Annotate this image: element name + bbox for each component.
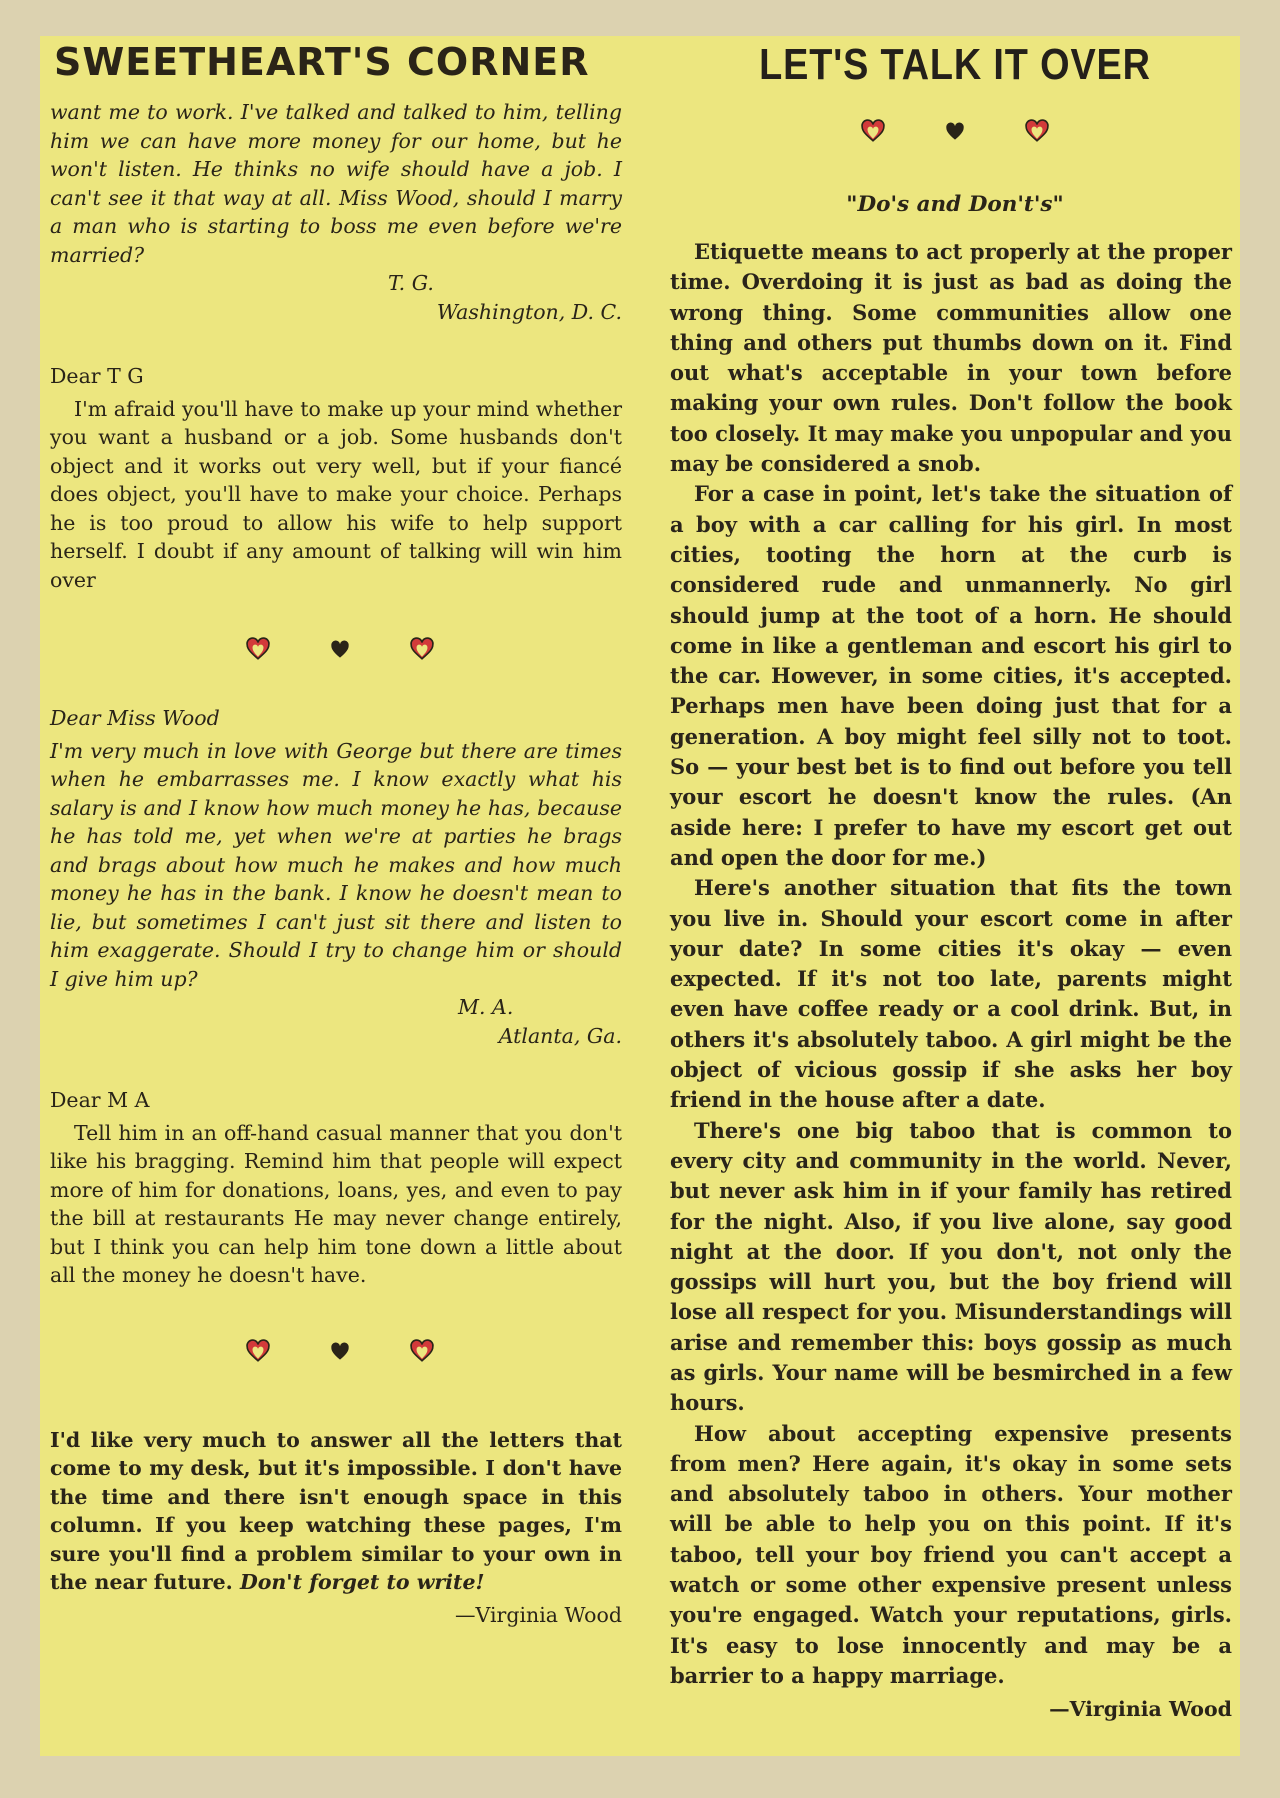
article-paragraph: For a case in point, let's take the situation of a boy with a car calling for his girl. In most cities, tooting the horn at the curb is considered rude and unmannerly. No girl should jump at the toot of a horn. He should come in like a gentleman and escort his girl to the car. However, in some cities, it's accepted. Perhaps men have been doing just that for a generation. A boy might feel silly not to toot. So — your best bet is to find out before you tell your escort he doesn't know the rules. (An aside here: I prefer to have my escort get out and open the door for me.) — [670, 481, 1232, 870]
letter-text: want me to work. I've talked and talked to him, telling him we can have more money for our home, but he won't listen. He thinks no wife should have a job. I can't see it that way at all. Miss Wood, should I marry a man who is starting to boss me even before we're married? — [50, 100, 622, 267]
heart-divider — [670, 114, 1240, 148]
signature-city: Atlanta, Ga. — [498, 1023, 622, 1048]
closing-note — [50, 1426, 630, 1597]
article-subheading: "Do's and Don't's" — [846, 192, 1064, 217]
author-byline: —Virginia Wood — [1049, 1697, 1232, 1722]
heart-outline-icon — [409, 636, 435, 662]
heart-outline-icon — [860, 118, 886, 144]
article-paragraph: How about accepting expensive presents from men? Here again, it's okay in some sets and absolutely taboo in others. Your mother will be able to help you on this point. If it's taboo, tell your boy friend you can't accept a watch or some other expensive present unless you're engaged. Watch your reputations, girls. It's easy to lose innocently and may be a barrier to a happy marriage. — [670, 1420, 1232, 1688]
heart-outline-icon — [1024, 118, 1050, 144]
heart-solid-icon — [327, 636, 353, 662]
column-heading: LET'S TALK IT OVER — [759, 40, 1151, 89]
signature-city: Washington, D. C. — [436, 299, 622, 324]
article-paragraph: Here's another situation that fits the town you live in. Should your escort come in after your date? In some cities it's okay — even expected. If it's not too late, parents might even have coffee ready or a cool drink. But, in others it's absolutely taboo. A girl might be the object of vicious gossip if she asks her boy friend in the house after a date. — [670, 875, 1232, 1113]
heart-outline-icon — [409, 1338, 435, 1364]
reply-salutation: Dear M A — [50, 1088, 150, 1112]
reply-text: I'm afraid you'll have to make up your mind whether you want a husband or a job. Some husbands don't object and it works out very well, but if your fiancé does object, you'll have to make your choice. Perhaps he is too proud to allow his wife to help support herself. I doubt if any amount of talking will win him over — [50, 396, 622, 592]
heart-solid-icon — [327, 1338, 353, 1364]
reply-salutation: Dear T G — [50, 364, 144, 388]
column-heading: SWEETHEART'S CORNER — [54, 40, 590, 84]
closing-note-emphasis: Don't forget to write! — [239, 1570, 485, 1594]
article-paragraph: There's one big taboo that is common to every city and community in the world. Never, but never ask him in if your family has retired for the night. Also, if you live alone, say good night at the door. If you don't, not only the gossips will hurt you, but the boy friend will lose all respect for you. Misunderstandings will arise and remember this: boys gossip as much as girls. Your name will be besmirched in a few hours. — [670, 1117, 1232, 1416]
reply-text: Tell him in an off-hand casual manner that you don't like his bragging. Remind him that people will expect more of him for donations, loans, yes, and even to pay the bill at restaurants He may never change entirely, but I think you can help him tone down a little about all the money he doesn't have. — [50, 1120, 622, 1287]
heart-outline-icon — [245, 636, 271, 662]
letter-text: I'm very much in love with George but there are times when he embarrasses me. I know exactly what his salary is and I know how much money he has, because he has told me, yet when we're at parties he brags and brags about how much he makes and how much money he has in the bank. I know he doesn't mean to lie, but sometimes I can't just sit there and listen to him exaggerate. Should I try to change him or should I give him up? — [50, 738, 622, 991]
heart-divider — [50, 632, 630, 666]
sweethearts-corner-column — [50, 36, 630, 1629]
author-byline: —Virginia Wood — [455, 1602, 622, 1627]
heart-outline-icon — [245, 1338, 271, 1364]
closing-note-text: I'd like very much to answer all the letters that come to my desk, but it's impossible. I don't have the time and there isn't enough space in this column. If you keep watching these pages, I'm sure you'll find a problem similar to your own in the near future. — [50, 1427, 622, 1594]
lets-talk-it-over-column — [670, 36, 1240, 1724]
heart-solid-icon — [942, 118, 968, 144]
article-body — [670, 237, 1240, 1691]
magazine-page — [40, 36, 1240, 1756]
heart-divider — [50, 1334, 630, 1368]
letter-salutation: Dear Miss Wood — [50, 706, 220, 730]
signature-initials: T. G. — [388, 271, 434, 295]
article-paragraph: Etiquette means to act properly at the proper time. Overdoing it is just as bad as doing the wrong thing. Some communities allow one thing and others put thumbs down on it. Find out what's acceptable in your town before making your own rules. Don't follow the book too closely. It may make you unpopular and you may be considered a snob. — [670, 239, 1232, 477]
signature-initials: M. A. — [458, 995, 514, 1019]
